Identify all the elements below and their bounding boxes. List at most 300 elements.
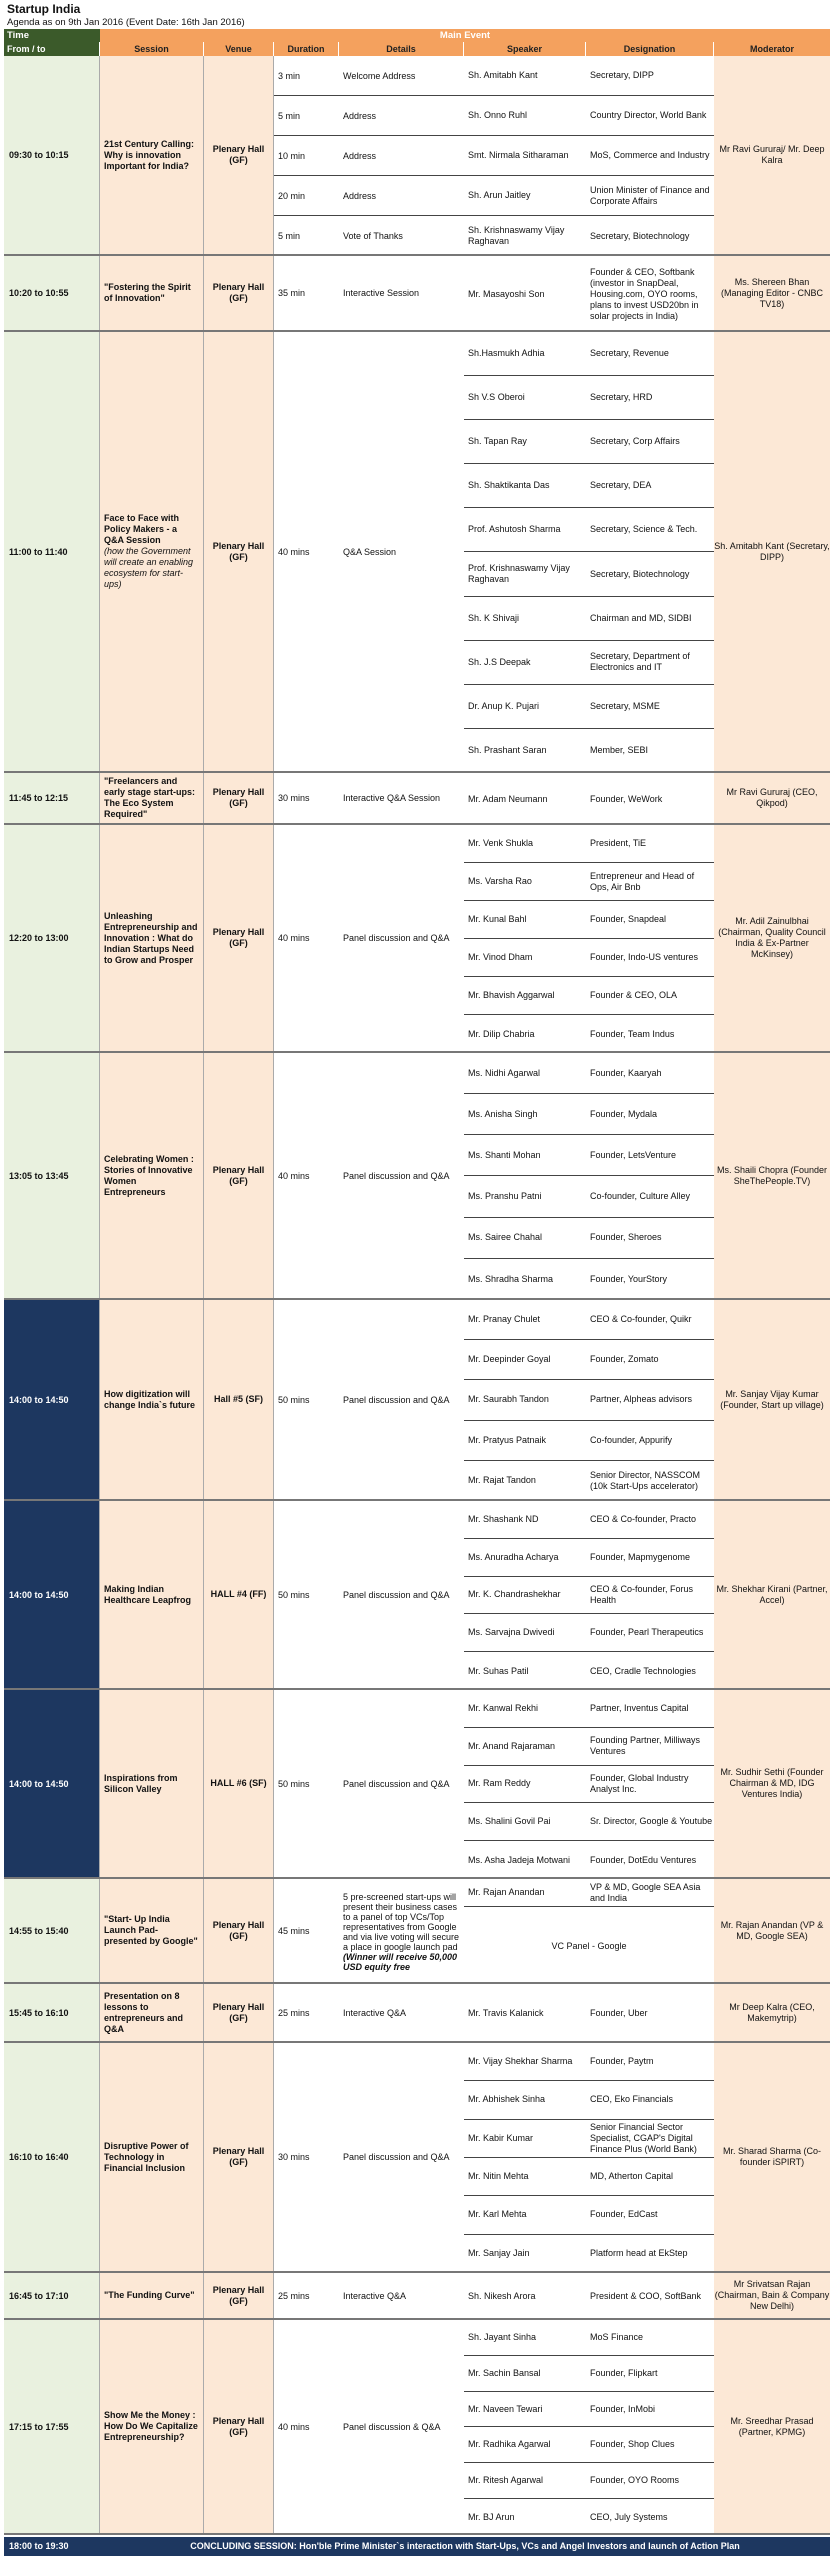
- session-venue: [204, 2320, 274, 2533]
- speaker-designation: MoS Finance: [590, 2331, 644, 2342]
- session-time: [4, 1879, 100, 1982]
- header-session: Session: [100, 42, 204, 56]
- details-note: (Winner will receive 50,000 USD equity free: [343, 1951, 457, 1972]
- speaker-row: [464, 977, 714, 1015]
- header-details: Details: [339, 42, 464, 56]
- speaker-designation: CEO & Co-founder, Quikr: [590, 1314, 692, 1325]
- session-title-wrap: [104, 513, 199, 590]
- header-speaker: Speaker: [464, 42, 586, 56]
- speaker-name: Ms. Shanti Mohan: [468, 1149, 541, 1160]
- speaker-row: [464, 420, 714, 464]
- session-moderator: [714, 56, 830, 254]
- speaker-designation: Senior Director, NASSCOM (10k Start-Ups accelerator): [590, 1469, 701, 1491]
- session-venue: [204, 1984, 274, 2041]
- moderator-text: Mr Ravi Gururaj/ Mr. Deep Kalra: [719, 144, 825, 165]
- speaker-name: Ms. Sairee Chahal: [468, 1232, 543, 1243]
- speaker-designation: Founder, EdCast: [590, 2209, 658, 2220]
- row-duration: 20 min: [278, 190, 306, 201]
- speaker-designation: Founder, Zomato: [590, 1354, 659, 1365]
- session-time-text: 17:15 to 17:55: [9, 2421, 69, 2432]
- venue-text: Hall #5 (SF): [213, 1394, 263, 1404]
- session-title-text: Making Indian Healthcare Leapfrog: [104, 1583, 192, 1605]
- speaker-row: [464, 2320, 714, 2356]
- session-title: [100, 1879, 204, 1982]
- session-title-wrap: [104, 1154, 199, 1198]
- session-title-wrap: [104, 1914, 199, 1947]
- venue-text: Plenary Hall (GF): [212, 144, 265, 165]
- venue-text: Plenary Hall (GF): [212, 2146, 265, 2167]
- speaker-name: Mr. Saurabh Tandon: [468, 1394, 549, 1405]
- session-details: [339, 2043, 464, 2271]
- vc-panel-text: VC Panel - Google: [551, 1940, 627, 1951]
- venue-text: Plenary Hall (GF): [212, 2001, 265, 2023]
- agenda-block: [4, 56, 830, 256]
- page-title: Startup India: [7, 2, 81, 16]
- speaker-row: [464, 2392, 714, 2428]
- session-details: [339, 1501, 464, 1688]
- session-duration: [274, 1690, 339, 1877]
- speaker-designation: Platform head at EkStep: [590, 2248, 688, 2259]
- row-duration: 10 min: [278, 150, 306, 161]
- details-wrap: [343, 933, 450, 943]
- speaker-name: Mr. Ritesh Agarwal: [468, 2475, 544, 2486]
- speaker-row: [464, 1841, 714, 1879]
- speaker-name: Mr. Rajan Anandan: [468, 1887, 545, 1897]
- session-title-text: "Fostering the Spirit of Innovation": [104, 282, 191, 303]
- session-duration: [274, 1300, 339, 1499]
- session-moderator: [714, 332, 830, 771]
- speaker-name: Sh. Onno Ruhl: [468, 110, 528, 120]
- session-duration: [274, 256, 339, 330]
- speaker-row: [464, 1300, 714, 1340]
- speaker-name: Prof. Krishnaswamy Vijay Raghavan: [468, 563, 570, 585]
- row-details: Vote of Thanks: [343, 231, 403, 241]
- details-wrap: [343, 1892, 464, 1972]
- session-time: [4, 773, 100, 823]
- speaker-row: [464, 597, 714, 641]
- session-venue: [204, 825, 274, 1051]
- session-duration: [274, 2320, 339, 2533]
- duration-text: 25 mins: [278, 2290, 310, 2301]
- agenda-block: [4, 1984, 830, 2043]
- session-venue: [204, 2043, 274, 2271]
- session-venue: [204, 1501, 274, 1688]
- session-venue: [204, 1690, 274, 1877]
- speaker-row: [464, 773, 714, 825]
- duration-text: 50 mins: [278, 1394, 310, 1405]
- speaker-row: [464, 2196, 714, 2234]
- session-time: [4, 1690, 100, 1877]
- speaker-row: [464, 1501, 714, 1539]
- speaker-name: Sh. Jayant Sinha: [468, 2331, 537, 2342]
- session-title-wrap: [104, 282, 199, 304]
- speaker-name: Sh V.S Oberoi: [468, 392, 525, 403]
- vc-panel: [464, 1907, 714, 1984]
- speaker-row: [464, 508, 714, 552]
- speaker-designation: VP & MD, Google SEA Asia and India: [590, 1881, 701, 1903]
- details-wrap: [343, 793, 440, 803]
- speaker-name: Mr. Vijay Shekhar Sharma: [468, 2056, 573, 2067]
- speaker-row: [464, 1340, 714, 1380]
- session-title-wrap: [104, 1389, 199, 1411]
- agenda-block: [4, 1879, 830, 1984]
- speaker-designation: Founder, Shop Clues: [590, 2439, 675, 2450]
- speaker-name: Mr. K. Chandrashekhar: [468, 1589, 561, 1600]
- session-title-wrap: [104, 1991, 199, 2035]
- session-title: [100, 332, 204, 771]
- speaker-row: [464, 332, 714, 376]
- session-title: [100, 256, 204, 330]
- speaker-name: Mr. Suhas Patil: [468, 1665, 529, 1676]
- speaker-row: [274, 176, 714, 216]
- duration-text: 40 mins: [278, 933, 310, 943]
- session-title: [100, 773, 204, 823]
- session-time: [4, 56, 100, 254]
- speaker-row: [464, 2499, 714, 2535]
- session-details: [339, 1984, 464, 2041]
- moderator-text: Mr. Sreedhar Prasad (Partner, KPMG): [730, 2415, 814, 2437]
- header-venue: Venue: [204, 42, 274, 56]
- details-text: Panel discussion and Q&A: [343, 1589, 450, 1600]
- details-wrap: [343, 1171, 450, 1181]
- details-wrap: [343, 1779, 450, 1789]
- speaker-name: Mr. Kanwal Rekhi: [468, 1702, 539, 1713]
- session-duration: [274, 825, 339, 1051]
- details-wrap: [343, 2422, 441, 2432]
- moderator-text: Ms. Shaili Chopra (Founder SheThePeople.TV): [716, 1164, 828, 1186]
- speaker-name: Ms. Sarvajna Dwivedi: [468, 1627, 555, 1638]
- speaker-designation: Partner, Alpheas advisors: [590, 1394, 693, 1405]
- speaker-name: Ms. Anisha Singh: [468, 1108, 538, 1119]
- session-time: [4, 825, 100, 1051]
- details-text: 5 pre-screened start-ups will present their business cases to a panel of top VCs/Top representatives from Google and via live voting will secure a place in google launch pad: [343, 1891, 460, 1952]
- session-moderator: [714, 1501, 830, 1688]
- session-title: [100, 2273, 204, 2318]
- session-title-text: How digitization will change India`s future: [104, 1388, 196, 1410]
- session-title-text: "Freelancers and early stage start-ups: The Eco System Required": [104, 776, 196, 819]
- concluding-session: [4, 2537, 830, 2556]
- speaker-row: [464, 1135, 714, 1176]
- session-moderator: [714, 256, 830, 330]
- speaker-row: [464, 1177, 714, 1218]
- speaker-name: Sh. Tapan Ray: [468, 436, 527, 447]
- session-time-text: 11:00 to 11:40: [9, 546, 68, 557]
- details-text: Q&A Session: [343, 546, 397, 557]
- speaker-row: [464, 1577, 714, 1615]
- session-time: [4, 1501, 100, 1688]
- speaker-designation: Founding Partner, Milliways Ventures: [590, 1735, 701, 1757]
- speaker-designation: President, TiE: [590, 838, 647, 848]
- speaker-row: [464, 1259, 714, 1300]
- speaker-row: [464, 2158, 714, 2196]
- speaker-row: [274, 56, 714, 96]
- venue-text: HALL #4 (FF): [210, 1589, 267, 1599]
- speaker-row: [274, 96, 714, 136]
- session-title-text: 21st Century Calling: Why is innovation Important for India?: [104, 138, 195, 171]
- speaker-name: Mr. Deepinder Goyal: [468, 1354, 551, 1365]
- speaker-name: Mr. Abhishek Sinha: [468, 2094, 546, 2105]
- speaker-name: Dr. Anup K. Pujari: [468, 700, 540, 711]
- speaker-row: [464, 1879, 714, 1907]
- header-duration: Duration: [274, 42, 339, 56]
- session-moderator: [714, 1984, 830, 2041]
- session-title-wrap: [104, 139, 199, 172]
- session-time: [4, 256, 100, 330]
- session-title: [100, 825, 204, 1051]
- session-details: [339, 1690, 464, 1877]
- session-time: [4, 1984, 100, 2041]
- duration-text: 40 mins: [278, 1170, 310, 1181]
- speaker-row: [464, 1766, 714, 1804]
- session-moderator: [714, 1053, 830, 1298]
- speaker-row: [274, 136, 714, 176]
- speaker-name: Mr. Sachin Bansal: [468, 2367, 541, 2378]
- speaker-designation: Founder, Uber: [590, 2008, 648, 2018]
- speaker-row: [464, 1380, 714, 1420]
- speaker-designation: Founder, Sheroes: [590, 1232, 662, 1243]
- details-text: Panel discussion and Q&A: [343, 1778, 450, 1789]
- speaker-designation: Partner, Inventus Capital: [590, 1702, 689, 1713]
- speaker-name: Mr. Bhavish Aggarwal: [468, 990, 555, 1000]
- speaker-row: [464, 685, 714, 729]
- agenda-block: [4, 1300, 830, 1501]
- moderator-text: Sh. Amitabh Kant (Secretary, DIPP): [714, 540, 830, 562]
- speaker-designation: Founder, Paytm: [590, 2056, 654, 2067]
- agenda-block: [4, 1053, 830, 1300]
- details-text: Panel discussion and Q&A: [343, 2152, 450, 2162]
- speaker-designation: Secretary, DEA: [590, 480, 652, 491]
- session-moderator: [714, 773, 830, 823]
- speaker-designation: Sr. Director, Google & Youtube: [590, 1816, 713, 1827]
- venue-text: Plenary Hall (GF): [212, 1919, 265, 1941]
- session-time-text: 14:55 to 15:40: [9, 1925, 69, 1936]
- moderator-text: Mr. Sudhir Sethi (Founder Chairman & MD, IDG Ventures India): [720, 1767, 824, 1799]
- details-wrap: [343, 288, 419, 298]
- session-time-text: 16:45 to 17:10: [9, 2290, 69, 2301]
- speaker-row: [464, 939, 714, 977]
- row-duration: 5 min: [278, 231, 301, 241]
- session-time-text: 11:45 to 12:15: [9, 793, 69, 803]
- speaker-name: Mr. Sanjay Jain: [468, 2248, 530, 2259]
- speaker-designation: Secretary, Science & Tech.: [590, 524, 698, 535]
- speaker-designation: Founder & CEO, Softbank (investor in SnapDeal, Housing.com, OYO rooms, plans to invest USD20bn in solar projects in India): [590, 266, 699, 321]
- speaker-name: Sh. K Shivaji: [468, 612, 520, 623]
- speaker-name: Ms. Shalini Govil Pai: [468, 1816, 551, 1827]
- speaker-designation: Founder, InMobi: [590, 2403, 656, 2414]
- session-title: [100, 1984, 204, 2041]
- row-details: Address: [343, 110, 377, 121]
- session-title-wrap: [104, 911, 199, 966]
- details-wrap: [343, 2291, 406, 2301]
- duration-text: 50 mins: [278, 1589, 310, 1600]
- session-time-text: 16:10 to 16:40: [9, 2152, 69, 2162]
- speaker-row: [464, 1984, 714, 2043]
- speaker-designation: Founder, Team Indus: [590, 1028, 675, 1039]
- venue-text: Plenary Hall (GF): [212, 2284, 265, 2306]
- speaker-row: [464, 464, 714, 508]
- session-title: [100, 56, 204, 254]
- row-details: Welcome Address: [343, 70, 416, 81]
- session-title: [100, 2043, 204, 2271]
- speaker-row: [464, 2463, 714, 2499]
- speaker-row: [464, 825, 714, 863]
- session-time-text: 15:45 to 16:10: [9, 2007, 69, 2018]
- moderator-text: Mr Ravi Gururaj (CEO, Qikpod): [726, 787, 818, 808]
- speaker-name: Sh. J.S Deepak: [468, 656, 531, 667]
- moderator-text: Mr. Rajan Anandan (VP & MD, Google SEA): [720, 1919, 824, 1941]
- session-duration: [274, 1053, 339, 1298]
- speaker-row: [464, 2356, 714, 2392]
- row-details: Address: [343, 190, 377, 201]
- details-wrap: [343, 1590, 450, 1600]
- speaker-name: Mr. Dilip Chabria: [468, 1028, 535, 1039]
- speaker-name: Mr. Travis Kalanick: [468, 2008, 544, 2018]
- details-text: Interactive Q&A: [343, 2007, 407, 2018]
- speaker-designation: President & COO, SoftBank: [590, 2291, 702, 2301]
- speaker-name: Sh. Krishnaswamy Vijay Raghavan: [468, 225, 565, 246]
- session-venue: [204, 1879, 274, 1982]
- details-wrap: [343, 547, 396, 557]
- speaker-designation: CEO, July Systems: [590, 2511, 668, 2522]
- header-designation: Designation: [586, 42, 714, 56]
- session-title: [100, 1690, 204, 1877]
- speaker-designation: Founder, Flipkart: [590, 2367, 658, 2378]
- speaker-row: [464, 2273, 714, 2320]
- session-details: [339, 2273, 464, 2318]
- venue-text: Plenary Hall (GF): [212, 927, 265, 948]
- session-time-text: 13:05 to 13:45: [9, 1170, 69, 1181]
- session-details: [339, 2320, 464, 2533]
- session-moderator: [714, 1300, 830, 1499]
- speaker-row: [464, 2428, 714, 2464]
- speaker-name: Sh. Amitabh Kant: [468, 70, 538, 80]
- session-time: [4, 2043, 100, 2271]
- speaker-designation: Founder & CEO, OLA: [590, 990, 678, 1000]
- header-main-event: Main Event: [100, 29, 830, 42]
- session-time-text: 09:30 to 10:15: [9, 150, 69, 160]
- session-title-text: "Start- Up India Launch Pad- presented by Google": [104, 1914, 198, 1946]
- speaker-designation: CEO, Eko Financials: [590, 2094, 674, 2105]
- venue-text: Plenary Hall (GF): [212, 540, 265, 562]
- details-text: Panel discussion & Q&A: [343, 2421, 441, 2432]
- moderator-text: Ms. Shereen Bhan (Managing Editor - CNBC TV18): [720, 276, 824, 309]
- agenda-block: [4, 2273, 830, 2320]
- speaker-name: Mr. Ram Reddy: [468, 1778, 531, 1789]
- speaker-name: Ms. Shradha Sharma: [468, 1273, 554, 1284]
- session-title-text: Inspirations from Silicon Valley: [104, 1772, 178, 1794]
- speaker-designation: Chairman and MD, SIDBI: [590, 612, 692, 623]
- speaker-name: Ms. Anuradha Acharya: [468, 1551, 559, 1562]
- session-moderator: [714, 1690, 830, 1877]
- row-details: Address: [343, 150, 377, 161]
- speaker-designation: Secretary, Department of Electronics and IT: [590, 651, 690, 673]
- venue-text: Plenary Hall (GF): [212, 282, 265, 303]
- speaker-designation: Secretary, Biotechnology: [590, 568, 690, 579]
- session-details: [339, 332, 464, 771]
- session-venue: [204, 332, 274, 771]
- speaker-designation: Secretary, MSME: [590, 700, 660, 711]
- speaker-row: [464, 901, 714, 939]
- speaker-designation: CEO & Co-founder, Practo: [590, 1513, 697, 1524]
- session-time: [4, 2273, 100, 2318]
- session-moderator: [714, 2273, 830, 2318]
- session-moderator: [714, 1879, 830, 1982]
- details-text: Panel discussion and Q&A: [343, 1170, 450, 1181]
- speaker-designation: Co-founder, Culture Alley: [590, 1191, 691, 1202]
- session-time-text: 12:20 to 13:00: [9, 933, 69, 943]
- speaker-designation: Founder, Kaaryah: [590, 1067, 662, 1078]
- session-time: [4, 1300, 100, 1499]
- session-title-wrap: [104, 1773, 199, 1795]
- session-title-wrap: [104, 1584, 199, 1606]
- speaker-row: [464, 1461, 714, 1501]
- speaker-designation: Founder, Snapdeal: [590, 914, 667, 924]
- speaker-name: Sh. Nikesh Arora: [468, 2291, 536, 2301]
- speaker-name: Mr. Venk Shukla: [468, 838, 534, 848]
- session-title-text: Show Me the Money : How Do We Capitalize Entrepreneurship?: [104, 2410, 198, 2442]
- session-details: [339, 1300, 464, 1499]
- session-venue: [204, 773, 274, 823]
- session-title-text: "The Funding Curve": [104, 2290, 195, 2300]
- agenda-block: [4, 2320, 830, 2535]
- speaker-row: [464, 1803, 714, 1841]
- session-title: [100, 1300, 204, 1499]
- speaker-row: [274, 216, 714, 256]
- speaker-name: Mr. Pranay Chulet: [468, 1314, 541, 1325]
- session-title: [100, 1501, 204, 1688]
- moderator-text: Mr. Sharad Sharma (Co-founder iSPIRT): [722, 2146, 822, 2167]
- speaker-name: Mr. Kabir Kumar: [468, 2132, 534, 2143]
- speaker-designation: Country Director, World Bank: [590, 110, 707, 120]
- agenda-block: [4, 1690, 830, 1879]
- session-time-text: 14:00 to 14:50: [9, 1778, 69, 1789]
- speaker-row: [464, 1690, 714, 1728]
- session-title-text: Celebrating Women : Stories of Innovative Women Entrepreneurs: [104, 1153, 194, 1197]
- duration-text: 40 mins: [278, 2421, 310, 2432]
- concluding-text: CONCLUDING SESSION: Hon'ble Prime Minister`s interaction with Start-Ups, VCs and Angel Investors and launch of Action Plan: [100, 2537, 830, 2556]
- speaker-row: [464, 256, 714, 332]
- row-duration: 3 min: [278, 70, 301, 81]
- venue-text: HALL #6 (SF): [210, 1778, 267, 1788]
- session-venue: [204, 56, 274, 254]
- duration-text: 40 mins: [278, 546, 310, 557]
- speaker-designation: Secretary, DIPP: [590, 70, 654, 80]
- speaker-name: Mr. Masayoshi Son: [468, 288, 545, 299]
- session-title-wrap: [104, 2141, 199, 2174]
- speaker-designation: MoS, Commerce and Industry: [590, 150, 710, 160]
- details-wrap: [343, 2152, 450, 2162]
- row-duration: 5 min: [278, 110, 301, 121]
- speaker-designation: Founder, OYO Rooms: [590, 2475, 680, 2486]
- speaker-designation: Entrepreneur and Head of Ops, Air Bnb: [590, 870, 695, 892]
- speaker-row: [464, 553, 714, 597]
- speaker-row: [464, 1053, 714, 1094]
- speaker-name: Mr. Rajat Tandon: [468, 1475, 536, 1486]
- duration-text: 30 mins: [278, 2152, 310, 2162]
- session-time: [4, 1053, 100, 1298]
- session-title-text: Unleashing Entrepreneurship and Innovation : What do Indian Startups Need to Grow and Prosper: [104, 910, 198, 965]
- speaker-designation: Union Minister of Finance and Corporate Affairs: [590, 184, 710, 206]
- speaker-row: [464, 2120, 714, 2158]
- speaker-designation: Founder, YourStory: [590, 1273, 668, 1284]
- speaker-row: [464, 1421, 714, 1461]
- venue-text: Plenary Hall (GF): [212, 1164, 265, 1186]
- speaker-name: Mr. Adam Neumann: [468, 793, 548, 804]
- speaker-name: Mr. Karl Mehta: [468, 2209, 527, 2220]
- speaker-designation: Secretary, HRD: [590, 392, 653, 403]
- session-time: [4, 2320, 100, 2533]
- details-text: Panel discussion and Q&A: [343, 1394, 450, 1405]
